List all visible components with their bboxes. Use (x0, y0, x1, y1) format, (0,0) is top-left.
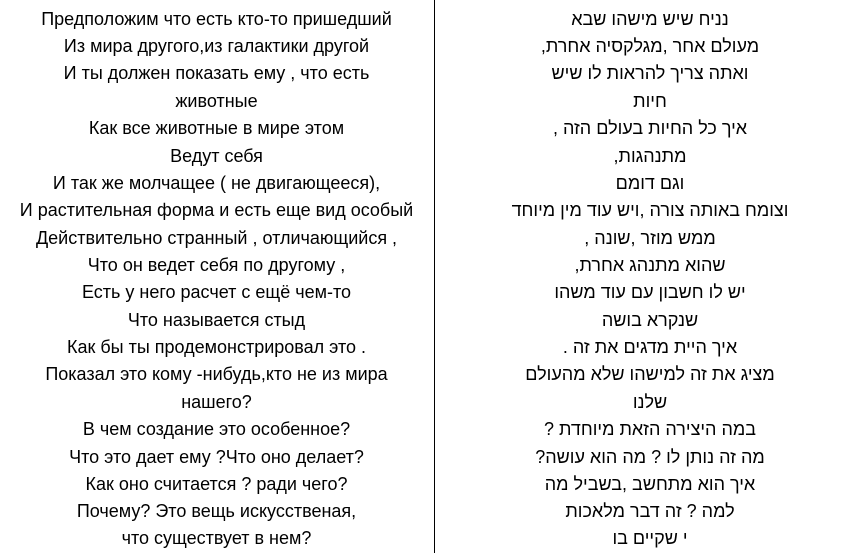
left-line: В чем создание это особенное? (82, 419, 351, 439)
right-line: למה ? זה דבר מלאכות (565, 501, 735, 521)
left-line: Что он ведет себя по другому , (87, 255, 346, 275)
right-line: י שקיים בו (612, 528, 688, 548)
left-line: И так же молчащее ( не двигающееся), (52, 173, 381, 193)
left-line: нашего? (181, 392, 252, 412)
left-line: Что называется стыд (127, 310, 306, 330)
clipped-line-fragment (0, 0, 433, 4)
left-line: Предположим что есть кто-то пришедший (41, 9, 392, 29)
right-line: ואתה צריך להראות לו שיש (551, 63, 749, 83)
left-line: И ты должен показать ему , что есть (63, 63, 370, 83)
right-line: וצומח באותה צורה ,ויש עוד מין מיוחד (511, 200, 789, 220)
left-line: Действительно странный , отличающийся , (35, 228, 398, 248)
right-line: איך כל החיות בעולם הזה , (552, 118, 748, 138)
right-line: איך היית מדגים את זה . (562, 337, 738, 357)
right-line: איך הוא מתחשב ,בשביל מה (544, 474, 756, 494)
left-line: Показал это кому -нибудь,кто не из мира (45, 364, 388, 384)
right-line: שנקרא בושה (601, 310, 699, 330)
left-line: Есть у него расчет с ещё чем-то (81, 282, 352, 302)
right-line: מציג את זה למישהו שלא מהעולם (525, 364, 775, 384)
left-line: что существует в нем? (121, 528, 312, 548)
right-line: יש לו חשבון עם עוד משהו (554, 282, 746, 302)
right-line: ממש מוזר ,שונה , (584, 228, 716, 248)
left-line: И растительная форма и есть еще вид особый (19, 200, 414, 220)
right-line: מעולם אחר ,מגלקסיה אחרת, (540, 36, 760, 56)
left-line: Почему? Это вещь искусственая, (76, 501, 357, 521)
left-line: животные (175, 91, 258, 111)
right-line: מתנהגות, (613, 146, 687, 166)
left-line: Как все животные в мире этом (88, 118, 345, 138)
right-line: חיות (633, 91, 667, 111)
right-line: וגם דומם (615, 173, 685, 193)
right-line: נניח שיש מישהו שבא (571, 9, 729, 29)
left-line: Что это дает ему ?Что оно делает? (69, 447, 364, 467)
column-divider (434, 0, 435, 553)
right-line: שהוא מתנהג אחרת, (574, 255, 726, 275)
left-line: Как бы ты продемонстрировал это . (66, 337, 367, 357)
right-line: שלנו (632, 392, 668, 412)
right-line: במה היצירה הזאת מיוחדת ? (543, 419, 757, 439)
left-line: Из мира другого,из галактики другой (63, 36, 370, 56)
left-line: Как оно считается ? ради чего? (85, 474, 348, 494)
right-line: מה זה נותן לו ? מה הוא עושה? (535, 447, 765, 467)
left-line: Ведут себя (170, 146, 263, 166)
